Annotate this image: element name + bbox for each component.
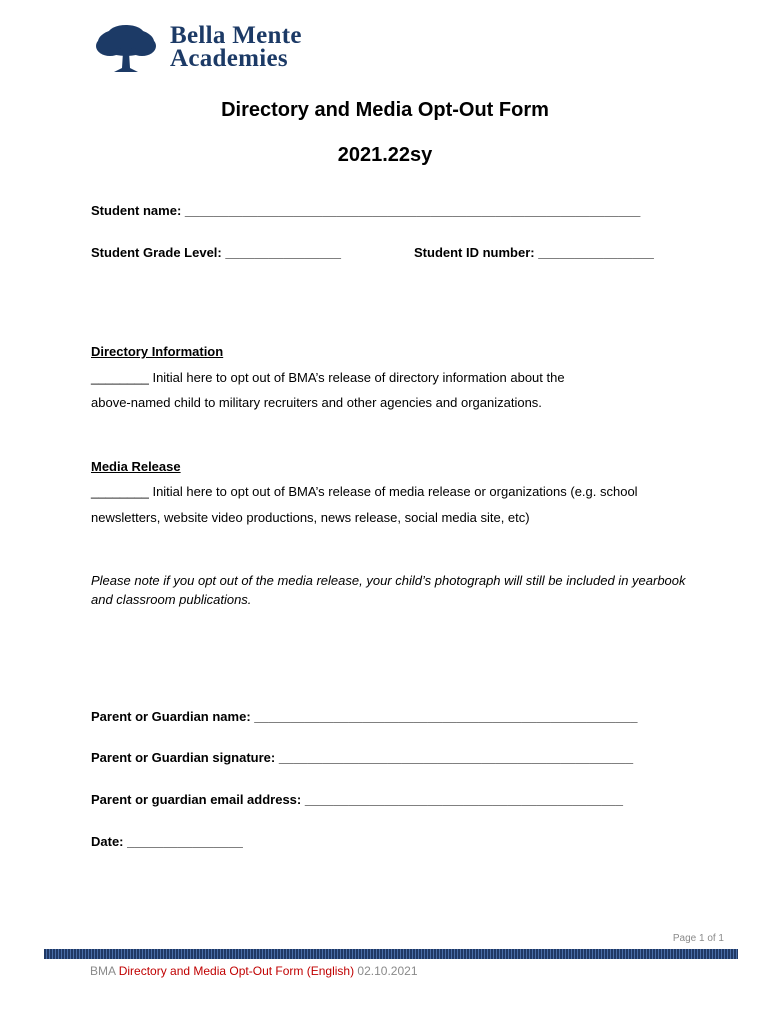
guardian-signature-field[interactable]: Parent or Guardian signature: _________________________________________________: [91, 750, 634, 765]
media-initial-line[interactable]: ________ Initial here to opt out of BMA’s release of media release or organizations (e.g. school: [91, 484, 638, 499]
student-id-field[interactable]: Student ID number: ________________: [414, 245, 654, 260]
grade-level-field[interactable]: Student Grade Level: ________________: [91, 245, 342, 260]
guardian-email-field[interactable]: Parent or guardian email address: ____________________________________________: [91, 792, 623, 807]
logo-line-1: Bella Mente: [170, 22, 302, 49]
footer-divider: [44, 949, 738, 959]
media-note: Please note if you opt out of the media release, your child’s photograph will still be included in yearbook and classroom publications.: [91, 573, 686, 607]
school-year: 2021.22sy: [337, 144, 433, 166]
media-heading: Media Release: [91, 459, 181, 474]
directory-heading: Directory Information: [91, 344, 224, 359]
logo-text: [170, 24, 302, 70]
directory-text: above-named child to military recruiters and other agencies and organizations.: [91, 395, 542, 410]
footer-prefix: BMA: [90, 964, 119, 978]
footer-title: Directory and Media Opt-Out Form (English): [118, 964, 355, 978]
guardian-name-field[interactable]: Parent or Guardian name: _____________________________________________________: [91, 709, 638, 724]
form-title: Directory and Media Opt-Out Form: [221, 99, 549, 121]
logo: [94, 24, 354, 76]
directory-initial-line[interactable]: ________ Initial here to opt out of BMA’s release of directory information about the: [91, 370, 565, 385]
date-field[interactable]: Date: ________________: [91, 834, 243, 849]
footer: [90, 964, 418, 978]
student-name-field[interactable]: Student name: _______________________________________________________________: [91, 203, 641, 218]
page-number: Page 1 of 1: [672, 933, 724, 944]
media-text: newsletters, website video productions, news release, social media site, etc): [91, 510, 530, 525]
footer-date: 02.10.2021: [354, 964, 418, 978]
tree-icon: [94, 24, 158, 76]
logo-line-2: Academies: [170, 45, 288, 72]
